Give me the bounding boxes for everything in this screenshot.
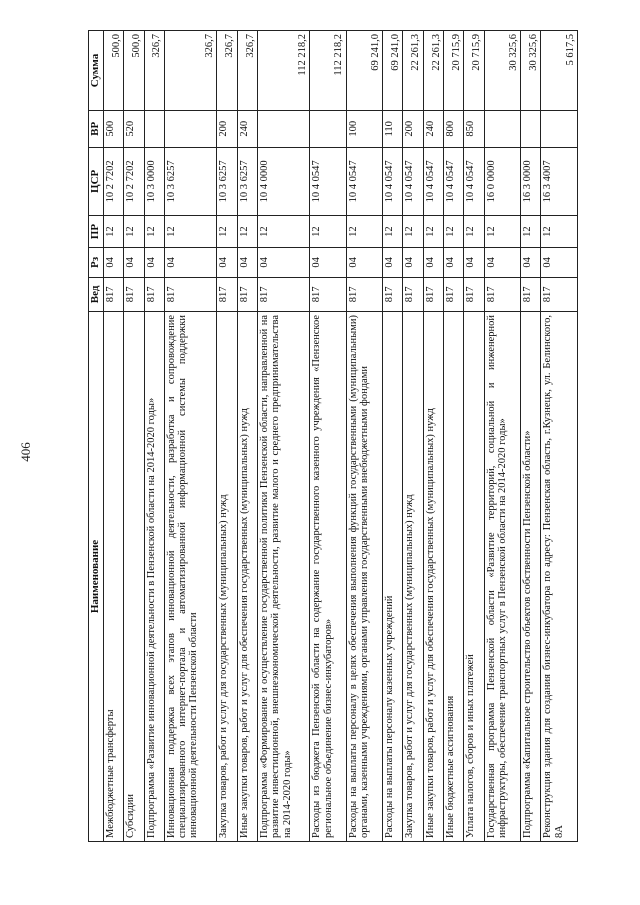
- row-sum: 326,7: [217, 31, 237, 111]
- row-csr: 10 3 0000: [144, 147, 164, 216]
- table-row: [257, 31, 309, 842]
- row-name: Государственная программа Пензенской области «Развитие территорий, социальной и инженерной инфраструктуры, обеспечение транспортных услуг в Пензенской области на 2014-2020 годы»: [484, 312, 520, 842]
- row-ved: 817: [423, 277, 443, 311]
- row-rz: 04: [403, 248, 423, 278]
- row-vr: [144, 111, 164, 148]
- row-pr: 12: [124, 216, 144, 248]
- row-rz: 04: [310, 248, 346, 278]
- row-rz: 04: [383, 248, 403, 278]
- row-csr: 10 4 0547: [383, 147, 403, 216]
- page-number: 406: [18, 442, 33, 462]
- header-csr: ЦСР: [89, 147, 104, 216]
- row-sum: 69 241,0: [346, 31, 382, 111]
- row-sum: 22 261,3: [423, 31, 443, 111]
- row-vr: 520: [124, 111, 144, 148]
- row-sum: 30 325,6: [521, 31, 541, 111]
- table-header-row: [89, 31, 104, 842]
- row-vr: 850: [464, 111, 484, 148]
- row-name: Закупка товаров, работ и услуг для государственных (муниципальных) нужд: [217, 312, 237, 842]
- table-row: [484, 31, 520, 842]
- row-ved: 817: [403, 277, 423, 311]
- header-name: Наименование: [89, 312, 104, 842]
- row-ved: 817: [144, 277, 164, 311]
- header-vr: ВР: [89, 111, 104, 148]
- row-rz: 04: [144, 248, 164, 278]
- row-csr: 10 3 6257: [237, 147, 257, 216]
- row-pr: 12: [423, 216, 443, 248]
- row-pr: 12: [164, 216, 216, 248]
- row-ved: 817: [484, 277, 520, 311]
- row-pr: 12: [484, 216, 520, 248]
- row-name: Субсидии: [124, 312, 144, 842]
- row-vr: 200: [403, 111, 423, 148]
- row-ved: 817: [541, 277, 578, 311]
- row-vr: [164, 111, 216, 148]
- row-sum: 69 241,0: [383, 31, 403, 111]
- row-pr: 12: [346, 216, 382, 248]
- header-pr: ПР: [89, 216, 104, 248]
- table-row: [423, 31, 443, 842]
- row-ved: 817: [444, 277, 464, 311]
- table-row: [144, 31, 164, 842]
- row-name: Иные бюджетные ассигнования: [444, 312, 464, 842]
- row-csr: 10 4 0547: [310, 147, 346, 216]
- row-name: Уплата налогов, сборов и иных платежей: [464, 312, 484, 842]
- row-name: Расходы на выплаты персоналу в целях обеспечения выполнения функций государственными (муниципальными) органами, казенными учреждениями, органами управления государственными внебюджетными фондами: [346, 312, 382, 842]
- row-rz: 04: [237, 248, 257, 278]
- row-pr: 12: [144, 216, 164, 248]
- row-sum: 30 325,6: [484, 31, 520, 111]
- table-row: [124, 31, 144, 842]
- row-vr: [541, 111, 578, 148]
- row-csr: 10 2 7202: [103, 147, 123, 216]
- row-sum: 326,7: [164, 31, 216, 111]
- row-rz: 04: [346, 248, 382, 278]
- row-ved: 817: [464, 277, 484, 311]
- row-name: Расходы на выплаты персоналу казенных учреждений: [383, 312, 403, 842]
- row-name: Подпрограмма «Формирование и осуществление государственной политики Пензенской области, направленной на развитие инвестиционной, внешнеэкономической деятельности, развитие малого и среднего предпринимательства на 2014-2020 годы»: [257, 312, 309, 842]
- row-name: Иные закупки товаров, работ и услуг для обеспечения государственных (муниципальных) нужд: [423, 312, 443, 842]
- row-ved: 817: [257, 277, 309, 311]
- table-row: [521, 31, 541, 842]
- row-csr: 10 3 6257: [217, 147, 237, 216]
- row-name: Подпрограмма «Развитие инновационной деятельности в Пензенской области на 2014-2020 годы»: [144, 312, 164, 842]
- row-rz: 04: [257, 248, 309, 278]
- row-sum: 20 715,9: [444, 31, 464, 111]
- row-rz: 04: [484, 248, 520, 278]
- row-sum: 5 617,5: [541, 31, 578, 111]
- header-ved: Вед: [89, 277, 104, 311]
- row-pr: 12: [310, 216, 346, 248]
- row-ved: 817: [383, 277, 403, 311]
- row-rz: 04: [124, 248, 144, 278]
- row-csr: 10 2 7202: [124, 147, 144, 216]
- row-vr: [310, 111, 346, 148]
- row-vr: 240: [237, 111, 257, 148]
- row-csr: 16 3 0000: [521, 147, 541, 216]
- row-vr: [484, 111, 520, 148]
- row-ved: 817: [237, 277, 257, 311]
- row-name: Межбюджетные трансферты: [103, 312, 123, 842]
- row-rz: 04: [521, 248, 541, 278]
- row-sum: 326,7: [237, 31, 257, 111]
- row-sum: 112 218,2: [257, 31, 309, 111]
- row-vr: 240: [423, 111, 443, 148]
- row-sum: 326,7: [144, 31, 164, 111]
- row-vr: 100: [346, 111, 382, 148]
- table-row: [217, 31, 237, 842]
- row-pr: 12: [217, 216, 237, 248]
- row-csr: 10 3 6257: [164, 147, 216, 216]
- row-vr: 800: [444, 111, 464, 148]
- row-csr: 10 4 0547: [423, 147, 443, 216]
- row-name: Подпрограмма «Капитальное строительство объектов собственности Пензенской области»: [521, 312, 541, 842]
- row-ved: 817: [521, 277, 541, 311]
- row-name: Инновационная поддержка всех этапов инновационной деятельности, разработка и сопровождение специализированного интернет-портала и автоматизированной информационной системы поддержки инновационной деятельности Пензенской области: [164, 312, 216, 842]
- row-csr: 10 4 0547: [403, 147, 423, 216]
- row-csr: 10 4 0000: [257, 147, 309, 216]
- budget-table: [88, 30, 578, 842]
- row-vr: 110: [383, 111, 403, 148]
- row-vr: [257, 111, 309, 148]
- row-rz: 04: [217, 248, 237, 278]
- row-name: Закупка товаров, работ и услуг для государственных (муниципальных) нужд: [403, 312, 423, 842]
- row-csr: 10 4 0547: [464, 147, 484, 216]
- row-pr: 12: [237, 216, 257, 248]
- row-sum: 500,0: [124, 31, 144, 111]
- row-pr: 12: [403, 216, 423, 248]
- row-name: Иные закупки товаров, работ и услуг для обеспечения государственных (муниципальных) нужд: [237, 312, 257, 842]
- row-pr: 12: [103, 216, 123, 248]
- table-row: [403, 31, 423, 842]
- row-rz: 04: [103, 248, 123, 278]
- row-pr: 12: [383, 216, 403, 248]
- row-sum: 112 218,2: [310, 31, 346, 111]
- table-row: [164, 31, 216, 842]
- row-ved: 817: [103, 277, 123, 311]
- row-ved: 817: [346, 277, 382, 311]
- row-rz: 04: [464, 248, 484, 278]
- table-row: [103, 31, 123, 842]
- row-ved: 817: [124, 277, 144, 311]
- table-row: [541, 31, 578, 842]
- row-rz: 04: [541, 248, 578, 278]
- row-csr: 10 4 0547: [346, 147, 382, 216]
- row-rz: 04: [423, 248, 443, 278]
- row-pr: 12: [464, 216, 484, 248]
- row-ved: 817: [217, 277, 237, 311]
- table-row: [464, 31, 484, 842]
- header-rz: Рз: [89, 248, 104, 278]
- row-csr: 16 3 4007: [541, 147, 578, 216]
- row-vr: 200: [217, 111, 237, 148]
- table-row: [237, 31, 257, 842]
- row-name: Реконструкция здания для создания бизнес-инкубатора по адресу: Пензенская область, г.Кузнецк, ул. Белинского, 8А: [541, 312, 578, 842]
- row-ved: 817: [164, 277, 216, 311]
- row-pr: 12: [521, 216, 541, 248]
- row-sum: 22 261,3: [403, 31, 423, 111]
- table-row: [310, 31, 346, 842]
- row-vr: 500: [103, 111, 123, 148]
- row-pr: 12: [444, 216, 464, 248]
- row-csr: 10 4 0547: [444, 147, 464, 216]
- row-sum: 20 715,9: [464, 31, 484, 111]
- row-pr: 12: [257, 216, 309, 248]
- row-csr: 16 0 0000: [484, 147, 520, 216]
- row-vr: [521, 111, 541, 148]
- row-pr: 12: [541, 216, 578, 248]
- table-row: [444, 31, 464, 842]
- row-rz: 04: [444, 248, 464, 278]
- row-rz: 04: [164, 248, 216, 278]
- row-name: Расходы из бюджета Пензенской области на содержание государственного казенного учреждения «Пензенское региональное объединение бизнес-инкубаторов»: [310, 312, 346, 842]
- header-sum: Сумма: [89, 31, 104, 111]
- rotated-table-container: [88, 30, 578, 842]
- row-ved: 817: [310, 277, 346, 311]
- row-sum: 500,0: [103, 31, 123, 111]
- table-row: [383, 31, 403, 842]
- table-row: [346, 31, 382, 842]
